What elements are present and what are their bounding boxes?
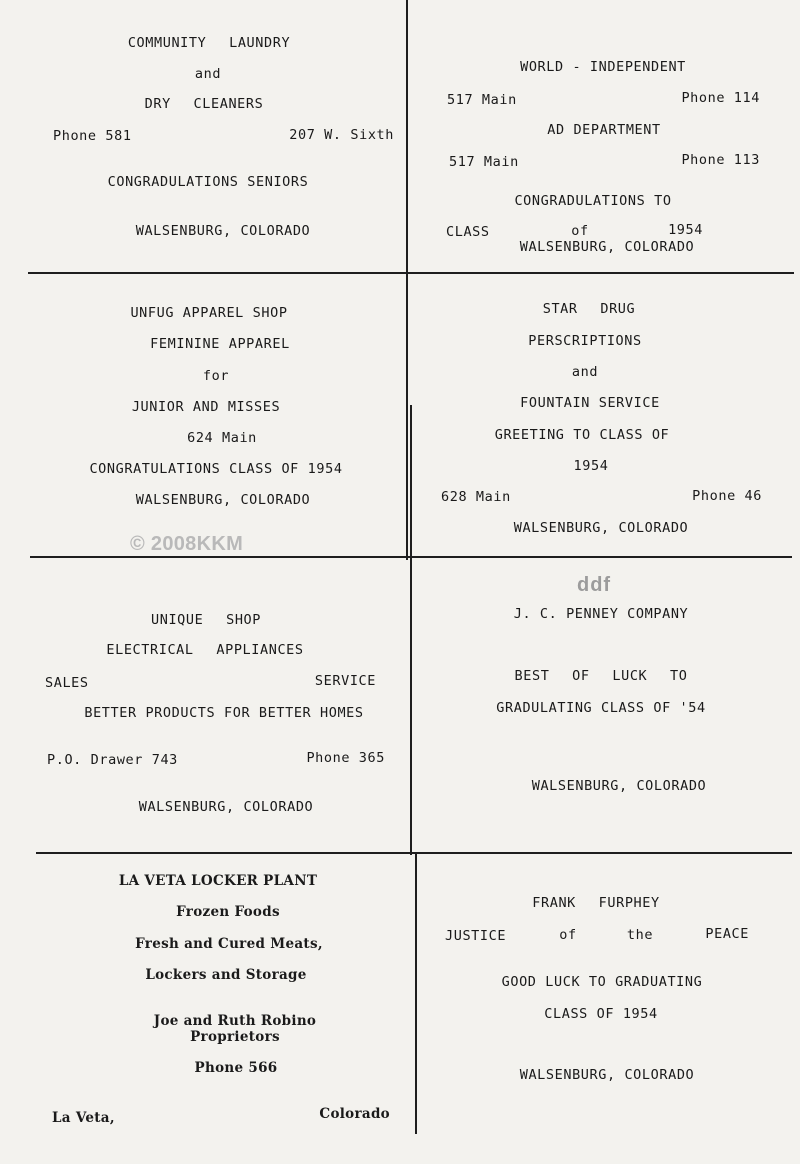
row-divider-3 — [36, 852, 792, 854]
ad-title: J. C. PENNEY COMPANY — [513, 606, 689, 622]
ad-line: BETTER PRODUCTS FOR BETTER HOMES — [84, 705, 364, 721]
copyright-watermark: © 2008KKM — [130, 533, 244, 555]
ad-title: LA VETA LOCKER PLANT — [118, 873, 318, 889]
ad-line: GRADULATING CLASS OF '54 — [496, 700, 706, 716]
ad-line: PEACE — [705, 926, 749, 942]
ad-line: FOUNTAIN SERVICE — [520, 395, 660, 411]
ad-line: AD DEPARTMENT — [547, 122, 661, 138]
ad-line: for — [202, 368, 230, 384]
ad-phone: Phone 566 — [194, 1060, 278, 1076]
center-divider-middle — [410, 405, 412, 855]
ad-line: Frozen Foods — [176, 904, 280, 920]
ad-line: SERVICE — [314, 673, 376, 689]
ad-location: WALSENBURG, COLORADO — [519, 239, 695, 255]
ad-line: PERSCRIPTIONS — [528, 333, 642, 349]
ad-location: WALSENBURG, COLORADO — [135, 223, 311, 239]
ad-line: and — [194, 66, 222, 82]
ad-phone: Phone 581 — [53, 128, 132, 144]
ad-title: WORLD - INDEPENDENT — [520, 59, 686, 75]
ad-location: WALSENBURG, COLORADO — [519, 1067, 695, 1083]
ad-phone: Phone 365 — [306, 750, 385, 766]
ad-address: 624 Main — [187, 430, 257, 446]
ad-line: JUNIOR AND MISSES — [131, 399, 281, 415]
ad-title: UNIQUE SHOP — [150, 612, 262, 628]
ad-line: DRY CLEANERS — [144, 96, 264, 112]
ad-line: 1954 — [573, 458, 609, 474]
ad-location: La Veta, — [52, 1110, 115, 1126]
ad-line: Joe and Ruth Robino — [153, 1013, 317, 1029]
ad-title: COMMUNITY LAUNDRY — [127, 35, 291, 51]
ad-line: SALES — [45, 675, 89, 691]
ad-line: Fresh and Cured Meats, — [135, 936, 323, 952]
ad-line: of — [571, 223, 589, 239]
ad-address: 517 Main — [449, 154, 519, 170]
ad-phone: Phone 114 — [681, 90, 760, 106]
ad-line: CLASS — [446, 224, 490, 240]
ad-line: GOOD LUCK TO GRADUATING — [501, 974, 703, 990]
ad-address: 628 Main — [441, 489, 511, 505]
ad-title: FRANK FURPHEY — [532, 895, 660, 911]
ad-phone: Phone 113 — [681, 152, 760, 168]
ad-location: Colorado — [319, 1106, 390, 1122]
row-divider-2 — [30, 556, 792, 558]
ad-location: WALSENBURG, COLORADO — [135, 492, 311, 508]
ad-line: JUSTICE — [445, 928, 507, 944]
ad-address: 517 Main — [447, 92, 517, 108]
ad-line: CONGRADULATIONS TO — [514, 193, 672, 209]
ad-line: GREETING TO CLASS OF — [494, 427, 670, 443]
ddf-watermark: ddf — [577, 574, 612, 596]
ad-location: WALSENBURG, COLORADO — [138, 799, 314, 815]
ad-phone: Phone 46 — [692, 488, 762, 504]
ad-line: CLASS OF 1954 — [544, 1006, 658, 1022]
ad-title: STAR DRUG — [542, 301, 636, 317]
ad-line: Proprietors — [190, 1029, 280, 1045]
ad-line: FEMININE APPAREL — [150, 336, 290, 352]
ad-line: 1954 — [668, 222, 703, 238]
ad-line: Lockers and Storage — [145, 967, 307, 983]
ad-line: and — [571, 364, 599, 380]
ad-line: the — [626, 927, 654, 943]
ad-line: ELECTRICAL APPLIANCES — [106, 642, 304, 658]
ad-location: WALSENBURG, COLORADO — [531, 778, 707, 794]
ad-title: UNFUG APPAREL SHOP — [130, 305, 288, 321]
center-divider-bottom — [415, 852, 417, 1134]
ad-line: CONGRADULATIONS SENIORS — [107, 174, 309, 190]
center-divider-top — [406, 0, 408, 560]
ad-line: of — [559, 927, 577, 943]
ad-location: WALSENBURG, COLORADO — [513, 520, 689, 536]
row-divider-1 — [28, 272, 794, 274]
ad-address: P.O. Drawer 743 — [47, 752, 178, 768]
ad-line: CONGRATULATIONS CLASS OF 1954 — [89, 461, 343, 477]
ad-line: BEST OF LUCK TO — [514, 668, 688, 684]
ad-address: 207 W. Sixth — [289, 127, 394, 143]
